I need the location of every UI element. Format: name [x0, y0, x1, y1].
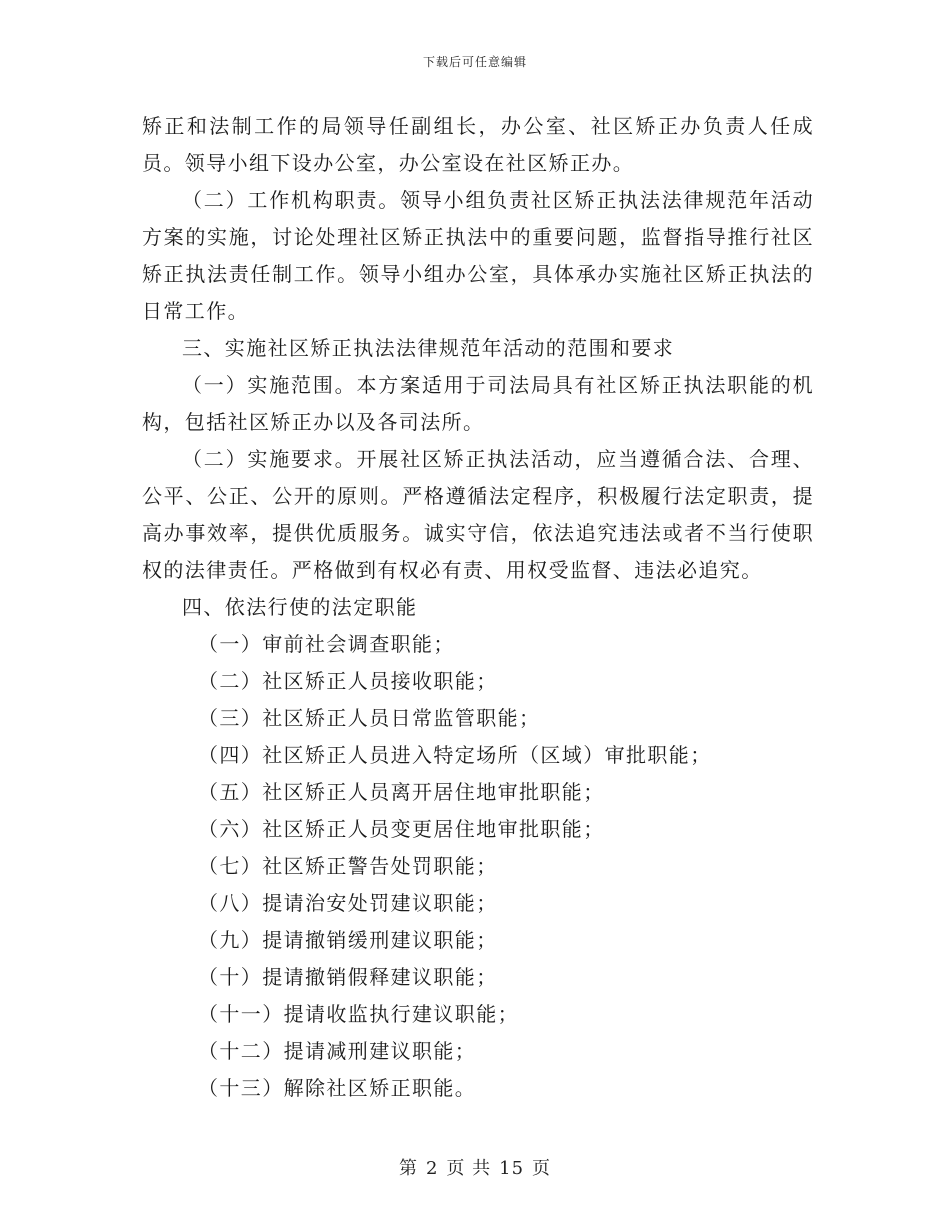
- paragraph-requirements: （二）实施要求。开展社区矫正执法活动，应当遵循合法、合理、公平、公正、公开的原则。严格遵循法定程序，积极履行法定职责，提高办事效率，提供优质服务。诚实守信，依法追究违法或者不当行使职权的法律责任。严格做到有权必有责、用权受监督、违法必追究。: [142, 447, 814, 582]
- section-heading-duties: 四、依法行使的法定职能: [182, 595, 418, 619]
- list-item: （八）提请治安处罚建议职能；: [198, 891, 498, 915]
- list-item: （四）社区矫正人员进入特定场所（区域）审批职能；: [198, 743, 712, 767]
- list-item: （十三）解除社区矫正职能。: [198, 1076, 477, 1100]
- footer-suffix: 页: [532, 1158, 552, 1179]
- list-item: （九）提请撤销缓刑建议职能；: [198, 928, 498, 952]
- page-header-note: 下载后可任意编辑: [422, 55, 527, 69]
- list-item: （五）社区矫正人员离开居住地审批职能；: [198, 780, 605, 804]
- list-item: （一）审前社会调查职能；: [198, 632, 455, 656]
- section-heading-scope: 三、实施社区矫正执法法律规范年活动的范围和要求: [182, 336, 675, 360]
- footer-prefix: 第: [398, 1158, 418, 1179]
- page-footer: [0, 1154, 950, 1180]
- list-item: （七）社区矫正警告处罚职能；: [198, 854, 498, 878]
- list-item: （十一）提请收监执行建议职能；: [198, 1002, 519, 1026]
- list-item: （十二）提请减刑建议职能；: [198, 1039, 477, 1063]
- current-page-number: 2: [425, 1158, 439, 1179]
- document-body: [142, 108, 814, 1107]
- list-item: （十）提请撤销假释建议职能；: [198, 965, 498, 989]
- paragraph-work-duties: （二）工作机构职责。领导小组负责社区矫正执法法律规范年活动方案的实施，讨论处理社区矫正执法中的重要问题，监督指导推行社区矫正执法责任制工作。领导小组办公室，具体承办实施社区矫正执法的日常工作。: [142, 188, 814, 323]
- list-item: （二）社区矫正人员接收职能；: [198, 669, 498, 693]
- list-item: （三）社区矫正人员日常监管职能；: [198, 706, 541, 730]
- paragraph-continuation: 矫正和法制工作的局领导任副组长，办公室、社区矫正办负责人任成员。领导小组下设办公室，办公室设在社区矫正办。: [142, 114, 814, 175]
- paragraph-scope: （一）实施范围。本方案适用于司法局具有社区矫正执法职能的机构，包括社区矫正办以及各司法所。: [142, 373, 814, 434]
- list-item: （六）社区矫正人员变更居住地审批职能；: [198, 817, 605, 841]
- footer-middle: 页 共: [446, 1158, 492, 1179]
- total-pages-number: 15: [499, 1158, 525, 1179]
